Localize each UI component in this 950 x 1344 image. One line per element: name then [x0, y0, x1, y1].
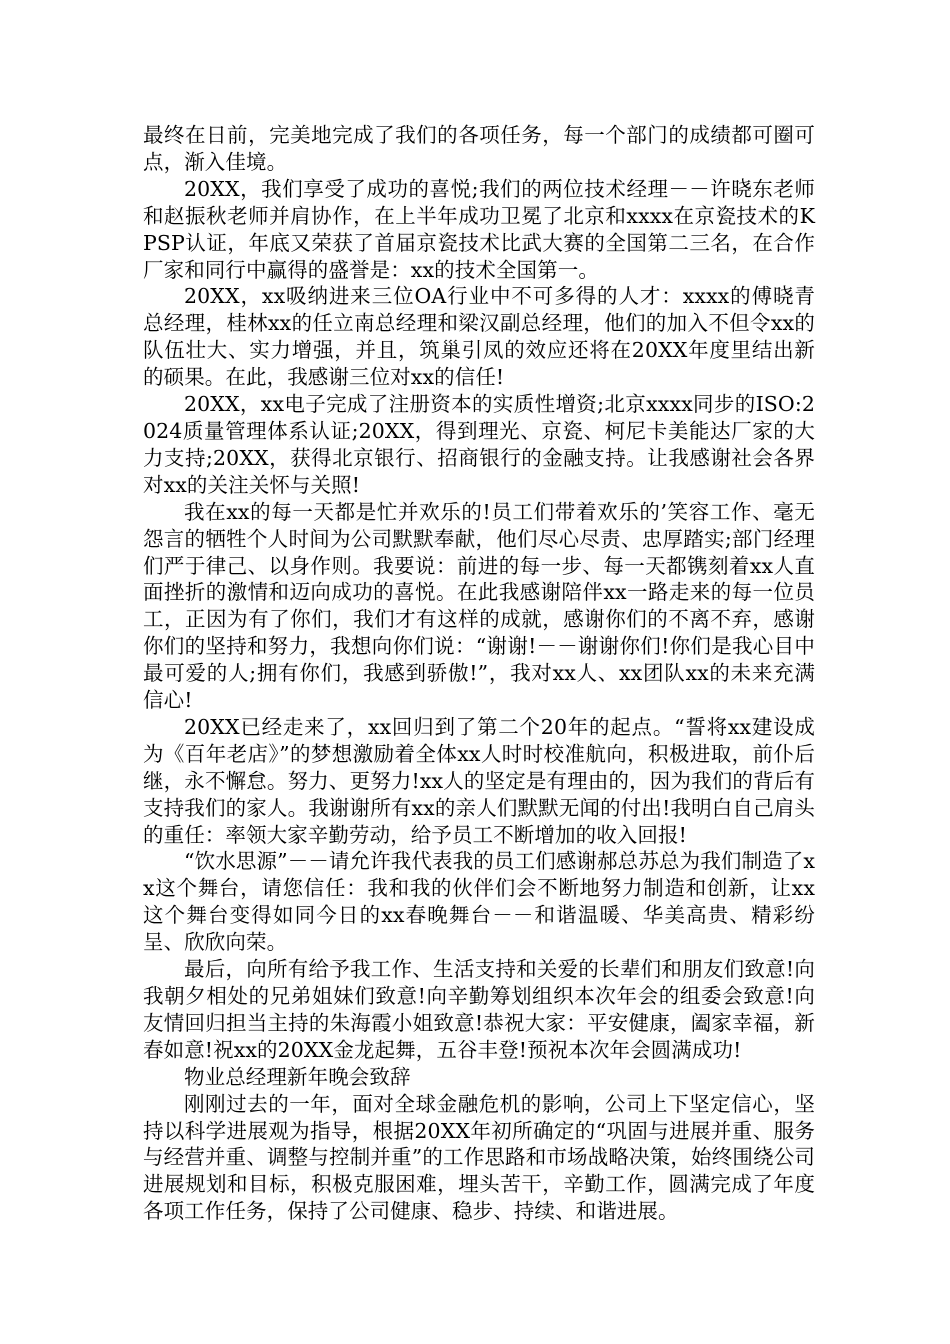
paragraph-3: 20XX，xx吸纳进来三位OA行业中不可多得的人才：xxxx的傅晓青总经理，桂林xx的任立南总经理和梁汉副总经理，他们的加入不但令xx的队伍壮大、实力增强，并且，筑巢引凤的效应还将在20XX年度里结出新的硕果。在此，我感谢三位对xx的信任! [143, 284, 815, 390]
paragraph-1: 最终在日前，完美地完成了我们的各项任务，每一个部门的成绩都可圈可点，渐入佳境。 [143, 123, 815, 174]
section-title: 物业总经理新年晚会致辞 [184, 1064, 411, 1089]
paragraph-6: 20XX已经走来了，xx回归到了第二个20年的起点。“誓将xx建设成为《百年老店》”的梦想激励着全体xx人时时校准航向，积极进取，前仆后继，永不懈怠。努力、更努力!xx人的坚定是有理由的，因为我们的背后有支持我们的家人。我谢谢所有xx的亲人们默默无闻的付出!我明白自己肩头的重任：率领大家辛勤劳动，给予员工不断增加的收入回报! [143, 714, 815, 847]
paragraph-2: 20XX，我们享受了成功的喜悦;我们的两位技术经理－－许晓东老师和赵振秋老师并肩协作，在上半年成功卫冕了北京和xxxx在京瓷技术的KPSP认证，年底又荣获了首届京瓷技术比武大赛的全国第二三名，在合作厂家和同行中赢得的盛誉是：xx的技术全国第一。 [143, 176, 815, 282]
paragraph-4: 20XX，xx电子完成了注册资本的实质性增资;北京xxxx同步的ISO:2024质量管理体系认证;20XX，得到理光、京瓷、柯尼卡美能达厂家的大力支持;20XX，获得北京银行、招商银行的金融支持。让我感谢社会各界对xx的关注关怀与关照! [143, 392, 815, 497]
paragraph-5: 我在xx的每一天都是忙并欢乐的!员工们带着欢乐的’笑容工作、毫无怨言的牺牲个人时间为公司默默奉献，他们尽心尽责、忠厚踏实;部门经理们严于律己、以身作则。我要说：前进的每一步、每一天都镌刻着xx人直面挫折的激情和迈向成功的喜悦。在此我感谢陪伴xx一路走来的每一位员工，正因为有了你们，我们才有这样的成就，感谢你们的不离不弃，感谢你们的坚持和努力，我想向你们说：“谢谢!－－谢谢你们!你们是我心目中最可爱的人;拥有你们，我感到骄傲!”，我对xx人、xx团队xx的未来充满信心! [143, 499, 815, 713]
closing-paragraph: 刚刚过去的一年，面对全球金融危机的影响，公司上下坚定信心，坚持以科学进展观为指导，根据20XX年初所确定的“巩固与进展并重、服务与经营并重、调整与控制并重”的工作思路和市场战略决策，始终围绕公司进展规划和目标，积极克服困难，埋头苦干，辛勤工作，圆满完成了年度各项工作任务，保持了公司健康、稳步、持续、和谐进展。 [143, 1091, 815, 1224]
paragraph-7: “饮水思源”－－请允许我代表我的员工们感谢郝总苏总为我们制造了xx这个舞台，请您信任：我和我的伙伴们会不断地努力制造和创新，让xx这个舞台变得如同今日的xx春晚舞台－－和谐温暖、华美高贵、精彩纷呈、欣欣向荣。 [143, 849, 815, 955]
document-page [143, 122, 815, 1225]
paragraph-8: 最后，向所有给予我工作、生活支持和关爱的长辈们和朋友们致意!向我朝夕相处的兄弟姐妹们致意!向辛勤筹划组织本次年会的组委会致意!向友情回归担当主持的朱海霞小姐致意!恭祝大家：平安健康，阖家幸福，新春如意!祝xx的20XX金龙起舞，五谷丰登!预祝本次年会圆满成功! [143, 957, 815, 1062]
